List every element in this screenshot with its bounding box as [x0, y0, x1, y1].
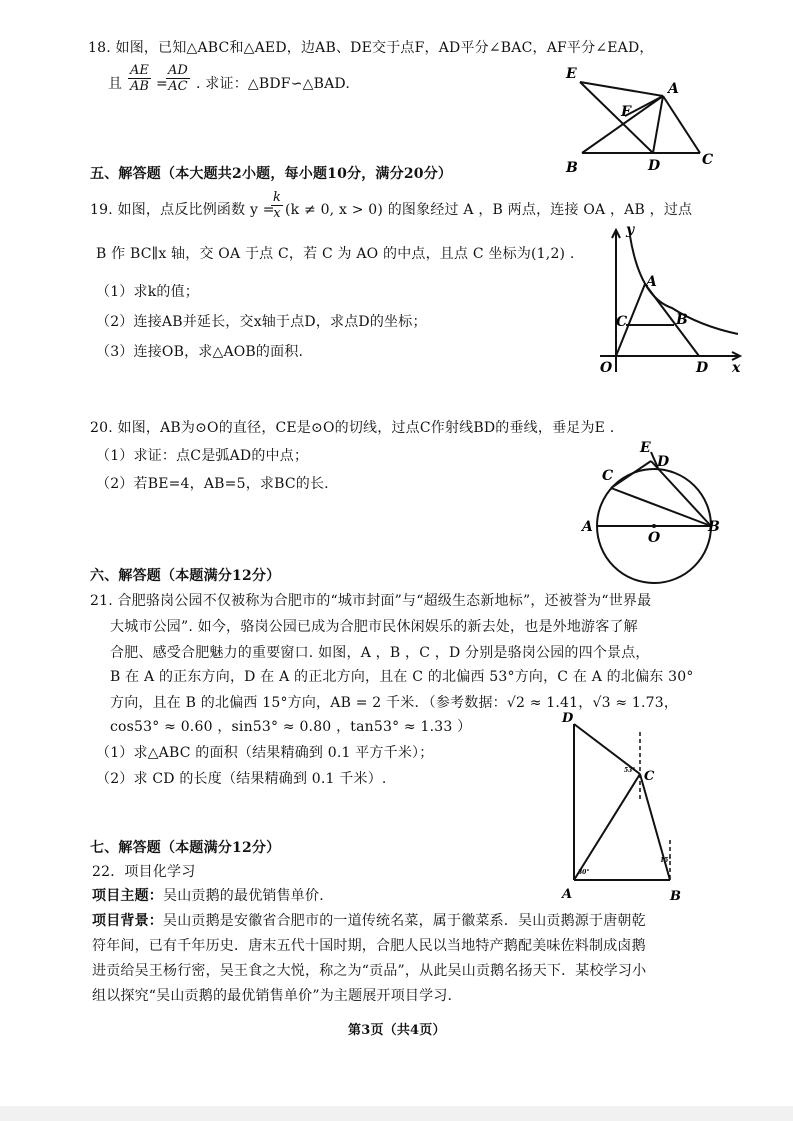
- q21-label-b: B: [670, 889, 681, 904]
- q19-label-c: C: [616, 314, 628, 330]
- q18-fraction-ad-ac: [166, 63, 190, 94]
- q21-line-6: cos53° ≈ 0.60 ，sin53° ≈ 0.80 ，tan53° ≈ 1.33 ）: [110, 719, 472, 735]
- q21-angle-30: 30°: [578, 869, 590, 876]
- q20-label-a: A: [582, 519, 593, 535]
- q19-line2: B 作 BC∥x 轴，交 OA 于点 C，若 C 为 AO 的中点，且点 C 坐标为(1,2) .: [96, 246, 575, 262]
- q19-label-d: D: [696, 360, 709, 376]
- q19-fraction-k-x: [271, 190, 283, 221]
- q18-label-e: E: [566, 66, 577, 82]
- q22-theme-label: 项目主题：: [92, 888, 163, 904]
- q18-line2-suffix: . 求证：△BDF∽△BAD.: [196, 76, 350, 92]
- q18-label-c: C: [702, 152, 714, 168]
- q19-figure: [590, 222, 755, 382]
- q21-angle-53: 53°: [624, 767, 636, 774]
- q18-frac1-den: AB: [130, 79, 149, 94]
- q20-label-o: O: [648, 530, 661, 546]
- q21-line-4: B 在 A 的正东方向，D 在 A 的正北方向，且在 C 的北偏西 53°方向，C 在 A 的北偏东 30°: [110, 669, 694, 685]
- q18-frac1-num: AE: [128, 63, 151, 79]
- q18-label-a: A: [668, 81, 679, 97]
- q21-line-2: 大城市公园”. 如今，骆岗公园已成为合肥市民休闲娱乐的新去处，也是外地游客了解: [110, 619, 638, 635]
- q20-label-d: D: [657, 454, 670, 470]
- q19-label-o: O: [600, 360, 613, 376]
- q18-frac2-num: AD: [168, 63, 188, 78]
- q19-frac-num: k: [273, 190, 281, 205]
- q18-equals: =: [156, 76, 168, 92]
- q19-frac-den: x: [273, 206, 281, 221]
- q22-bg-label: 项目背景：: [92, 913, 163, 929]
- q18-label-d: D: [648, 158, 661, 174]
- q18-label-f: F: [621, 104, 631, 120]
- q21-line-1: 21. 合肥骆岗公园不仅被称为合肥市的“城市封面”与“超级生态新地标”，还被誉为“世界最: [90, 593, 652, 609]
- section-6-heading: 六、解答题（本题满分12分）: [90, 568, 281, 584]
- q18-label-b: B: [566, 160, 578, 176]
- q22-background-line-1: [92, 913, 646, 930]
- q18-figure: [560, 60, 730, 180]
- q20-center-dot: [652, 524, 656, 528]
- q22-background-line-3: 进贡给吴王杨行密，吴王食之大悦，称之为“贡品”，从此吴山贡鹅名扬天下．某校学习小: [92, 963, 647, 979]
- q19-item-2: （2）连接AB并延长，交x轴于点D，求点D的坐标；: [96, 314, 427, 330]
- q19-label-y: y: [626, 222, 635, 238]
- scan-bottom-strip: [0, 1106, 793, 1121]
- q18-prefix: 且: [108, 76, 123, 92]
- page-footer: 第3页（共4页）: [348, 1023, 446, 1038]
- q20-line1: 20. 如图，AB为⊙O的直径，CE是⊙O的切线，过点C作射线BD的垂线，垂足为E .: [90, 420, 615, 436]
- section-7-heading: 七、解答题（本题满分12分）: [90, 840, 281, 856]
- q21-line-5: 方向，且在 B 的北偏西 15°方向，AB = 2 千米．（参考数据：√2 ≈ 1.41，√3 ≈ 1.73，: [110, 695, 679, 711]
- q19-label-x: x: [732, 360, 741, 376]
- q19-label-a: A: [646, 274, 657, 290]
- q19-item-1: （1）求k的值；: [96, 284, 199, 300]
- q20-label-e: E: [640, 440, 651, 456]
- q22-title: 22．项目化学习: [92, 864, 196, 880]
- q21-item-2: （2）求 CD 的长度（结果精确到 0.1 千米）.: [96, 771, 387, 787]
- q22-bg-text-1: 吴山贡鹅是安徽省合肥市的一道传统名菜，属于徽菜系．吴山贡鹅源于唐朝乾: [163, 913, 646, 929]
- q19-line1-b: (k ≠ 0, x > 0) 的图象经过 A ，B 两点，连接 OA ，AB ，过点: [285, 202, 693, 218]
- q22-theme: [92, 888, 324, 905]
- q21-label-c: C: [644, 769, 655, 784]
- q18-line1: 18. 如图，已知△ABC和△AED，边AB、DE交于点F，AD平分∠BAC，AF平分∠EAD，: [88, 40, 654, 56]
- q18-fraction-ae-ab: [128, 63, 151, 94]
- q19-line1-a: 19. 如图，点反比例函数 y =: [90, 202, 275, 218]
- q19-label-b: B: [676, 312, 688, 328]
- q19-item-3: （3）连接OB，求△AOB的面积.: [96, 344, 304, 360]
- q21-label-a: A: [562, 887, 573, 902]
- q22-theme-text: 吴山贡鹅的最优销售单价.: [163, 888, 324, 904]
- q22-background-line-2: 符年间，已有千年历史．唐末五代十国时期，合肥人民以当地特产鹅配美味佐料制成卤鹅: [92, 938, 646, 954]
- q21-item-1: （1）求△ABC 的面积（结果精确到 0.1 平方千米）；: [96, 745, 434, 761]
- q21-label-d: D: [562, 711, 574, 726]
- q20-item-2: （2）若BE=4，AB=5，求BC的长.: [96, 476, 329, 492]
- section-5-heading: 五、解答题（本大题共2小题，每小题10分，满分20分）: [90, 166, 453, 182]
- q20-label-b: B: [708, 519, 720, 535]
- q21-angle-15: 15°: [660, 857, 672, 864]
- q21-figure: [558, 710, 688, 910]
- q20-figure: [578, 436, 728, 586]
- q21-line-3: 合肥、感受合肥魅力的重要窗口. 如图，A ，B ，C ，D 分别是骆岗公园的四个景点，: [110, 645, 650, 661]
- q20-label-c: C: [602, 468, 614, 484]
- q22-background-line-4: 组以探究“吴山贡鹅的最优销售单价”为主题展开项目学习.: [92, 988, 453, 1004]
- q20-item-1: （1）求证：点C是弧AD的中点；: [96, 448, 309, 464]
- q18-frac2-den: AC: [168, 79, 188, 94]
